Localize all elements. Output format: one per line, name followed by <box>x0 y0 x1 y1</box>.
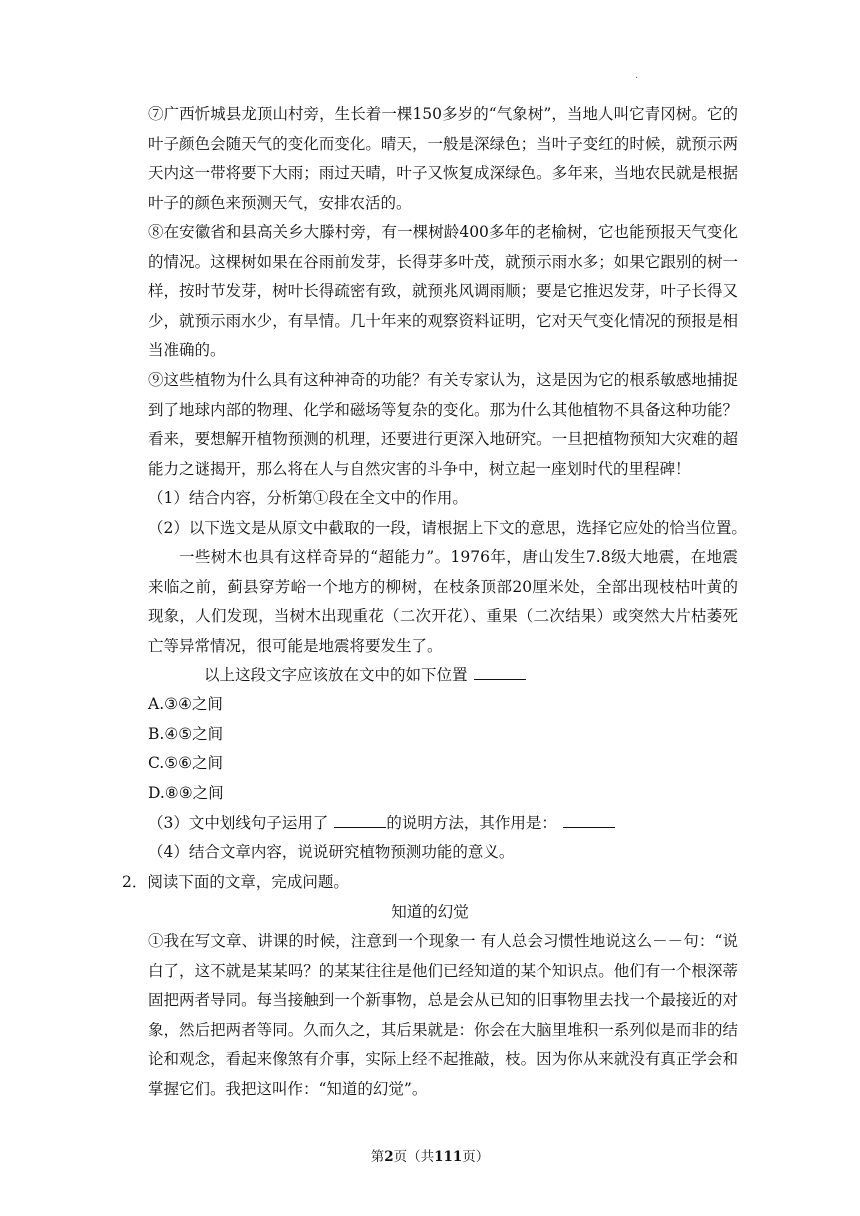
excerpt-paragraph: 一些树木也具有这样奇异的“超能力”。1976年，唐山发生7.8级大地震，在地震来临之前，蓟县穿芳峪一个地方的柳树，在枝条顶部20厘米处，全部出现枝枯叶黄的现象，人们发现，当树木出现重花（二次开花）、重果（二次结果）或突然大片枯萎死亡等异常情况，很可能是地震将要发生了。 <box>148 548 738 655</box>
footer-mid: 页（共 <box>393 1149 435 1165</box>
answer-blank[interactable] <box>474 665 526 680</box>
header-mark: . <box>635 70 639 81</box>
article-paragraph-1: ①我在写文章、讲课的时候，注意到一个现象一 有人总会习惯性地说这么－－句：“说白了，这不就是某某吗？的某某往往是他们已经知道的某个知识点。他们有一个根深蒂固把两者导同。每当接触到一个新事物，总是会从已知的旧事物里去找一个最接近的对象，然后把两者等同。久而久之，其后果就是：你会在大脑里堆积一系列似是而非的结论和观念，看起来像煞有介事，实际上经不起推敲，枝。因为你从来就没有真正学会和掌握它们。我把这叫作：“知道的幻觉”。 <box>148 932 738 1098</box>
page-number: 2 <box>384 1149 394 1165</box>
position-prompt-line <box>204 661 526 691</box>
position-prompt: 以上这段文字应该放在文中的如下位置 <box>204 666 468 684</box>
article-title: 知道的幻觉 <box>391 903 469 921</box>
question-3-part-a: （3）文中划线句子运用了 <box>148 814 329 832</box>
section-2-heading: 2．阅读下面的文章，完成问题。 <box>122 873 349 891</box>
question-2: （2）以下选文是从原文中截取的一段，请根据上下文的意思，选择它应处的恰当位置。 <box>148 519 747 537</box>
footer-post: 页） <box>462 1149 490 1165</box>
paragraph-8: ⑧在安徽省和县高关乡大滕村旁，有一棵树龄400多年的老榆树，它也能预报天气变化的情况。这棵树如果在谷雨前发芽，长得芽多叶茂，就预示雨水多；如果它跟别的树一样，按时节发芽，树叶长得疏密有致，就预兆风调雨顺；要是它推迟发芽，叶子长得又少，就预示雨水少，有旱情。几十年来的观察资料证明，它对天气变化情况的预报是相当准确的。 <box>148 223 738 360</box>
page-footer <box>0 1145 860 1165</box>
question-3 <box>148 809 615 839</box>
answer-blank[interactable] <box>334 813 386 828</box>
answer-blank[interactable] <box>563 813 615 828</box>
question-4: （4）结合文章内容，说说研究植物预测功能的意义。 <box>148 843 515 861</box>
question-1: （1）结合内容，分析第①段在全文中的作用。 <box>148 489 468 507</box>
paragraph-7: ⑦广西忻城县龙顶山村旁，生长着一棵150多岁的“气象树”，当地人叫它青冈树。它的叶子颜色会随天气的变化而变化。晴天，一般是深绿色；当叶子变红的时候，就预示两天内这一带将要下大雨；雨过天晴，叶子又恢复成深绿色。多年来，当地农民就是根据叶子的颜色来预测天气，安排农活的。 <box>148 105 738 212</box>
total-pages: 111 <box>434 1149 463 1165</box>
footer-pre: 第 <box>370 1149 385 1165</box>
option-a: A.③④之间 <box>148 695 223 713</box>
option-c: C.⑤⑥之间 <box>148 754 224 772</box>
option-d: D.⑧⑨之间 <box>148 784 224 802</box>
paragraph-9: ⑨这些植物为什么具有这种神奇的功能？有关专家认为，这是因为它的根系敏感地捕捉到了地球内部的物理、化学和磁场等复杂的变化。那为什么其他植物不具备这种功能？看来，要想解开植物预测的机理，还要进行更深入地研究。一旦把植物预知大灾难的超能力之谜揭开，那么将在人与自然灾害的斗争中，树立起一座划时代的里程碑！ <box>148 371 738 478</box>
question-3-part-b: 的说明方法，其作用是： <box>386 814 557 832</box>
option-b: B.④⑤之间 <box>148 725 224 743</box>
